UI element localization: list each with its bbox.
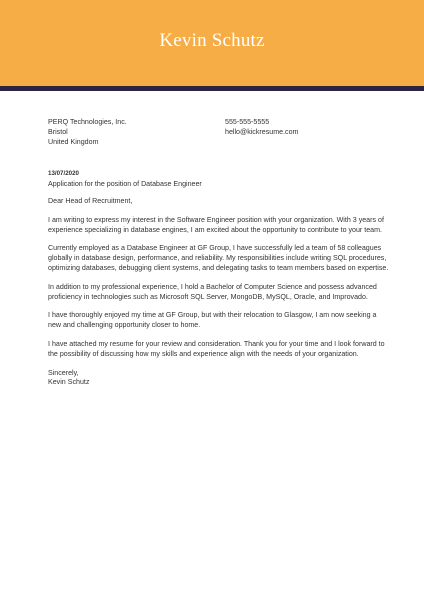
letter-greeting: Dear Head of Recruitment,: [48, 197, 133, 205]
sender-phone: 555-555-5555: [225, 118, 270, 126]
header-band: [0, 0, 424, 86]
recipient-country: United Kingdom: [48, 138, 99, 146]
recipient-address: [48, 117, 127, 147]
letter-body: [48, 197, 390, 388]
letter-closing-block: [48, 369, 390, 389]
sender-email: hello@kickresume.com: [225, 128, 299, 136]
recipient-city: Bristol: [48, 128, 68, 136]
body-paragraph: Currently employed as a Database Engineer at GF Group, I have successfully led a team of 58 colleagues globally in database design, performance, and reliability. My responsibilities include writing SQL procedures, optimizing databases, debugging client systems, and delegating tasks to team members based on expertise.: [48, 244, 389, 272]
body-paragraph: I have attached my resume for your review and consideration. Thank you for your time and I look forward to the possibility of discussing how my skills and experience align with the needs of your organization.: [48, 339, 385, 358]
applicant-name: Kevin Schutz: [159, 30, 265, 51]
body-paragraph: I am writing to express my interest in the Software Engineer position with your organization. With 3 years of experience specializing in database engines, I am excited about the opportunity to contribute to your team.: [48, 215, 384, 234]
letter-subject: Application for the position of Database Engineer: [48, 180, 202, 188]
header-divider-bar: [0, 86, 424, 91]
sender-contact: [225, 117, 298, 137]
body-paragraph: In addition to my professional experience, I hold a Bachelor of Computer Science and possess advanced proficiency in technologies such as Microsoft SQL Server, MongoDB, MySQL, Oracle, and Improvado.: [48, 282, 377, 301]
body-paragraph: I have thoroughly enjoyed my time at GF Group, but with their relocation to Glasgow, I am now seeking a new and challenging opportunity closer to home.: [48, 311, 377, 330]
letter-closing: Sincerely,: [48, 368, 79, 377]
letter-date: 13/07/2020: [48, 170, 79, 177]
recipient-company: PERQ Technologies, Inc.: [48, 118, 127, 126]
letter-signature: Kevin Schutz: [48, 378, 90, 387]
